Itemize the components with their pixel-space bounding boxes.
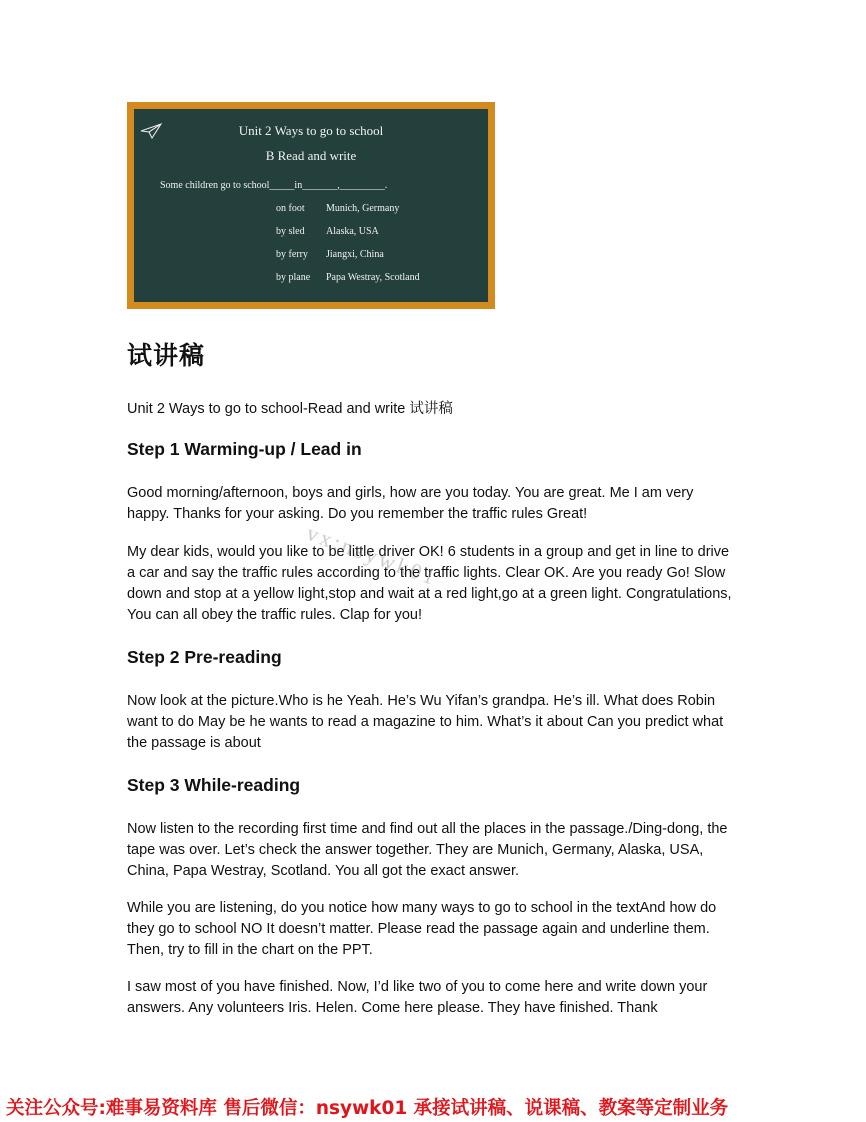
watermark: vx:nsywk01 — [303, 520, 442, 591]
board-row-way: by sled — [276, 226, 305, 237]
paragraph: Now look at the picture.Who is he Yeah. He’s Wu Yifan’s grandpa. He’s ill. What does Robin want to do May be he wants to read a magazine to him. What’s it about Can you predict what the passage is about — [127, 693, 724, 751]
paragraph: While you are listening, do you notice how many ways to go to school in the textAnd how do they go to school NO It doesn’t matter. Please read the passage again and underline them. Then, try to fill in the chart on the PPT. — [127, 900, 717, 958]
paragraph: Good morning/afternoon, boys and girls, how are you today. You are great. Me I am very happy. Thanks for your asking. Do you remember the traffic rules Great! — [127, 485, 694, 522]
board-sentence: Some children go to school_____in_______,_________. — [160, 180, 388, 191]
board-title: Unit 2 Ways to go to school — [238, 123, 384, 138]
board-row-place: Papa Westray, Scotland — [326, 272, 420, 283]
step-heading: Step 2 Pre-reading — [127, 647, 282, 667]
board-row-place: Jiangxi, China — [326, 249, 384, 260]
paragraph: My dear kids, would you like to be little driver OK! 6 students in a group and get in line to drive a car and say the traffic rules according to the traffic lights. Clear OK. Are you ready Go! Slow down and stop at a yellow light,stop and wait at a red light,go at a green light. Congratulations, You can all obey the traffic rules. Clap for you! — [127, 544, 732, 623]
board-row-place: Munich, Germany — [326, 203, 400, 214]
chalkboard-image — [127, 102, 495, 309]
board-subtitle: B Read and write — [265, 148, 357, 163]
chalkboard — [134, 109, 488, 302]
step-heading: Step 3 While-reading — [127, 775, 301, 795]
board-row-way: by plane — [276, 272, 311, 283]
step-heading: Step 1 Warming-up / Lead in — [127, 439, 362, 459]
footer-banner: 关注公众号:难事易资料库 售后微信：nsywk01 承接试讲稿、说课稿、教案等定制业务 — [6, 1098, 729, 1119]
document-subtitle: Unit 2 Ways to go to school-Read and write 试讲稿 — [127, 401, 453, 417]
board-row-place: Alaska, USA — [326, 226, 379, 237]
page-title: 试讲稿 — [127, 341, 206, 370]
paragraph: Now listen to the recording first time and find out all the places in the passage./Ding-dong, the tape was over. Let’s check the answer together. They are Munich, Germany, Alaska, USA, China, Papa Westray, Scotland. You all got the exact answer. — [127, 821, 728, 879]
paragraph: I saw most of you have finished. Now, I’d like two of you to come here and write down your answers. Any volunteers Iris. Helen. Come here please. They have finished. Thank — [127, 979, 708, 1016]
board-row-way: on foot — [276, 203, 305, 214]
board-row-way: by ferry — [276, 249, 308, 260]
